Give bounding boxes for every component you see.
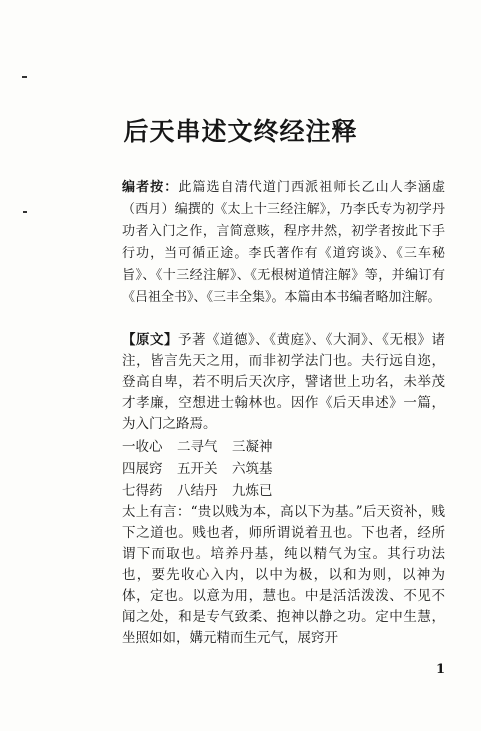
step-item: 四展窍 bbox=[122, 461, 163, 477]
step-row bbox=[122, 458, 445, 480]
step-item: 一收心 bbox=[122, 439, 163, 455]
step-row bbox=[122, 480, 445, 502]
original-body: 予著《道德》、《黄庭》、《大洞》、《无根》诸注，皆言先天之用，而非初学法门也。夫行远自迩，登高自卑，若不明后天次序，譬诸世上功名，未举茂才孝廉，空想进士翰林也。因作《后天串述》一篇，为入门之路焉。 bbox=[122, 332, 445, 432]
step-item: 七得药 bbox=[122, 483, 163, 499]
editor-note bbox=[122, 177, 445, 309]
step-row bbox=[122, 436, 445, 458]
margin-mark bbox=[23, 211, 27, 213]
page-number: 1 bbox=[436, 662, 446, 677]
margin-mark bbox=[22, 76, 27, 78]
step-item: 五开关 bbox=[177, 461, 218, 477]
editor-note-label: 编者按： bbox=[122, 180, 179, 195]
closing-text: 太上有言：“贵以贱为本，高以下为基。”后天资补，贱下之道也。贱也者，师所谓说着丑也。下也者，经所谓下而取也。培养丹基，纯以精气为宝。其行功法也，要先收心入内，以中为极，以和为则，以神为体，定也。以意为用，慧也。中是活活泼泼、不见不闻之处，和是专气致柔、抱神以静之功。定中生慧，坐照如如，媾元精而生元气，展窍开 bbox=[122, 504, 445, 646]
step-list bbox=[122, 436, 445, 502]
step-item: 三凝神 bbox=[232, 439, 273, 455]
page-title: 后天串述文终经注释 bbox=[123, 117, 358, 146]
original-text bbox=[122, 330, 445, 435]
step-item: 二寻气 bbox=[177, 439, 218, 455]
step-item: 六筑基 bbox=[232, 461, 273, 477]
step-item: 九炼已 bbox=[232, 483, 273, 499]
editor-note-text: 此篇选自清代道门西派祖师长乙山人李涵虚（西月）编撰的《太上十三经注解》，乃李氏专为初学丹功者入门之作，言简意赅，程序井然，初学者按此下手行功，当可循正途。李氏著作有《道窍谈》、《三车秘旨》、《十三经注解》、《无根树道情注解》等，并编订有《吕祖全书》、《三丰全集》。本篇由本书编者略加注解。 bbox=[122, 180, 445, 305]
step-item: 八结丹 bbox=[177, 483, 218, 499]
original-label: 【原文】 bbox=[122, 332, 178, 348]
